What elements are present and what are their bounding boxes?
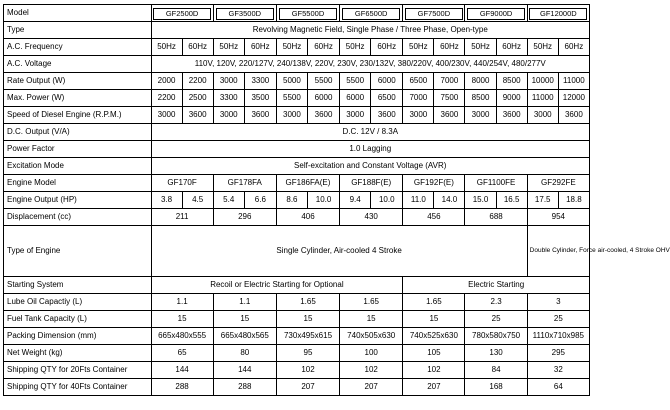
table-cell: 207 <box>340 379 403 396</box>
table-cell: 25 <box>527 311 589 328</box>
table-cell: 15.0 <box>465 192 496 209</box>
table-cell: 10000 <box>527 73 558 90</box>
table-cell: GF192F(E) <box>403 175 465 192</box>
table-cell: Double Cylinder, Force air-cooled, 4 Stroke OHV <box>527 226 589 277</box>
row-engine-output <box>4 192 590 209</box>
table-cell: 8.6 <box>276 192 307 209</box>
table-cell: 3500 <box>244 90 276 107</box>
row-max-power <box>4 90 590 107</box>
table-cell: 80 <box>213 345 276 362</box>
table-cell: 6500 <box>403 73 434 90</box>
table-cell: 1.1 <box>151 294 213 311</box>
table-cell: D.C. 12V / 8.3A <box>151 124 590 141</box>
table-cell: 5500 <box>276 90 307 107</box>
table-cell: 2200 <box>151 90 182 107</box>
table-cell: 6000 <box>340 90 371 107</box>
table-cell: 15 <box>340 311 403 328</box>
table-cell: 3600 <box>371 107 403 124</box>
table-cell: 65 <box>151 345 213 362</box>
table-cell: 10.0 <box>307 192 339 209</box>
table-cell: 11000 <box>527 90 558 107</box>
row-excitation <box>4 158 590 175</box>
table-cell: GF186FA(E) <box>276 175 339 192</box>
row-label: Starting System <box>4 277 152 294</box>
table-cell: 3600 <box>182 107 213 124</box>
table-cell: 60Hz <box>558 39 589 56</box>
table-cell: 64 <box>527 379 589 396</box>
row-starting <box>4 277 590 294</box>
table-cell: 2.3 <box>465 294 527 311</box>
table-cell: 11000 <box>558 73 589 90</box>
table-cell: 110V, 120V, 220/127V, 240/138V, 220V, 230V, 230/132V, 380/220V, 400/230V, 440/254V, 480/277V <box>151 56 590 73</box>
table-cell: 50Hz <box>213 39 244 56</box>
table-cell: 5500 <box>307 73 339 90</box>
table-cell: 7500 <box>434 90 465 107</box>
table-cell: 1.65 <box>340 294 403 311</box>
row-power-factor <box>4 141 590 158</box>
table-cell: 5000 <box>276 73 307 90</box>
table-cell: 9.4 <box>340 192 371 209</box>
table-cell: 6000 <box>371 73 403 90</box>
table-cell: 665x480x565 <box>213 328 276 345</box>
table-cell: 60Hz <box>182 39 213 56</box>
table-cell: 954 <box>527 209 589 226</box>
table-cell: 50Hz <box>276 39 307 56</box>
table-cell: 8500 <box>465 90 496 107</box>
table-cell: 3 <box>527 294 589 311</box>
table-cell: 740x525x630 <box>403 328 465 345</box>
table-cell: 130 <box>465 345 527 362</box>
table-cell: 60Hz <box>371 39 403 56</box>
row-label: Type of Engine <box>4 226 152 277</box>
row-label: Net Weight (kg) <box>4 345 152 362</box>
table-cell: 3600 <box>496 107 527 124</box>
table-cell: GF188F(E) <box>340 175 403 192</box>
table-cell: 5500 <box>340 73 371 90</box>
row-ship-40ft <box>4 379 590 396</box>
table-cell: 2000 <box>151 73 182 90</box>
model-header: GF6500D <box>342 8 400 20</box>
table-cell: 105 <box>403 345 465 362</box>
table-cell: 780x580x750 <box>465 328 527 345</box>
table-cell: Revolving Magnetic Field, Single Phase / Three Phase, Open-type <box>151 22 590 39</box>
table-cell: 3000 <box>527 107 558 124</box>
row-label: Engine Output (HP) <box>4 192 152 209</box>
table-cell: 3300 <box>244 73 276 90</box>
table-cell: 296 <box>213 209 276 226</box>
table-cell: 295 <box>527 345 589 362</box>
table-cell: 406 <box>276 209 339 226</box>
table-cell: 50Hz <box>340 39 371 56</box>
row-type <box>4 22 590 39</box>
table-cell: 665x480x555 <box>151 328 213 345</box>
row-engine-type <box>4 226 590 277</box>
row-label: Lube Oil Capactiy (L) <box>4 294 152 311</box>
row-label: Displacement (cc) <box>4 209 152 226</box>
table-cell: 6500 <box>371 90 403 107</box>
table-cell: 3000 <box>403 107 434 124</box>
table-cell: 3600 <box>434 107 465 124</box>
table-cell: 16.5 <box>496 192 527 209</box>
row-label: A.C. Frequency <box>4 39 152 56</box>
row-label: Fuel Tank Capacity (L) <box>4 311 152 328</box>
row-label: D.C. Output (V/A) <box>4 124 152 141</box>
row-net-weight <box>4 345 590 362</box>
table-cell: GF1100FE <box>465 175 527 192</box>
table-cell: 1.65 <box>276 294 339 311</box>
row-label: Excitation Mode <box>4 158 152 175</box>
model-header: GF5500D <box>279 8 337 20</box>
table-cell: 102 <box>340 362 403 379</box>
row-dc-output <box>4 124 590 141</box>
model-header: GF12000D <box>529 8 587 20</box>
row-label: Shipping QTY for 20Fts Container <box>4 362 152 379</box>
table-cell: 17.5 <box>527 192 558 209</box>
row-packing <box>4 328 590 345</box>
table-cell: 3000 <box>213 73 244 90</box>
row-label: Type <box>4 22 152 39</box>
table-cell: 15 <box>403 311 465 328</box>
table-cell: 60Hz <box>244 39 276 56</box>
table-cell: 10.0 <box>371 192 403 209</box>
table-cell: 84 <box>465 362 527 379</box>
row-label: Rate Output (W) <box>4 73 152 90</box>
table-cell: 11.0 <box>403 192 434 209</box>
table-cell: 144 <box>213 362 276 379</box>
table-cell: 60Hz <box>307 39 339 56</box>
row-label: Shipping QTY for 40Fts Container <box>4 379 152 396</box>
row-engine-model <box>4 175 590 192</box>
row-label: Model <box>4 5 152 22</box>
table-cell: GF178FA <box>213 175 276 192</box>
table-cell: 6000 <box>307 90 339 107</box>
table-cell: 3600 <box>244 107 276 124</box>
table-cell: Electric Starting <box>403 277 590 294</box>
table-cell: 9000 <box>496 90 527 107</box>
table-cell: 50Hz <box>465 39 496 56</box>
table-cell: 207 <box>276 379 339 396</box>
table-cell: 2200 <box>182 73 213 90</box>
table-cell: 8500 <box>496 73 527 90</box>
model-header: GF3500D <box>216 8 274 20</box>
table-cell: Self-excitation and Constant Voltage (AVR) <box>151 158 590 175</box>
row-rate-output <box>4 73 590 90</box>
spec-table <box>3 4 670 396</box>
model-header: GF9000D <box>467 8 525 20</box>
row-label: Speed of Diesel Engine (R.P.M.) <box>4 107 152 124</box>
table-cell: 15 <box>151 311 213 328</box>
table-cell: 730x495x615 <box>276 328 339 345</box>
table-cell: 12000 <box>558 90 589 107</box>
table-cell: 688 <box>465 209 527 226</box>
table-cell: 3300 <box>213 90 244 107</box>
table-cell: 95 <box>276 345 339 362</box>
table-cell: 3600 <box>558 107 589 124</box>
table-cell: Recoil or Electric Starting for Optional <box>151 277 403 294</box>
table-cell: 3000 <box>151 107 182 124</box>
table-cell: 211 <box>151 209 213 226</box>
table-cell: 18.8 <box>558 192 589 209</box>
row-label: Max. Power (W) <box>4 90 152 107</box>
table-cell: 207 <box>403 379 465 396</box>
table-cell: 1.65 <box>403 294 465 311</box>
table-cell: 102 <box>276 362 339 379</box>
table-cell: 168 <box>465 379 527 396</box>
table-cell: 144 <box>151 362 213 379</box>
table-cell: 100 <box>340 345 403 362</box>
table-cell: 3.8 <box>151 192 182 209</box>
table-cell: 7000 <box>403 90 434 107</box>
row-speed <box>4 107 590 124</box>
model-header: GF2500D <box>153 8 211 20</box>
row-displacement <box>4 209 590 226</box>
table-cell: 456 <box>403 209 465 226</box>
row-voltage <box>4 56 590 73</box>
table-cell: 15 <box>213 311 276 328</box>
table-cell: 60Hz <box>434 39 465 56</box>
table-cell: 288 <box>151 379 213 396</box>
table-cell: 32 <box>527 362 589 379</box>
model-header: GF7500D <box>405 8 463 20</box>
row-fuel-tank <box>4 311 590 328</box>
table-cell: 50Hz <box>527 39 558 56</box>
row-label: Packing Dimension (mm) <box>4 328 152 345</box>
table-cell: 50Hz <box>403 39 434 56</box>
table-cell: 50Hz <box>151 39 182 56</box>
table-cell: 25 <box>465 311 527 328</box>
table-cell: 3000 <box>276 107 307 124</box>
table-cell: 1.0 Lagging <box>151 141 590 158</box>
row-frequency <box>4 39 590 56</box>
table-cell: 1110x710x985 <box>527 328 589 345</box>
table-cell: 4.5 <box>182 192 213 209</box>
table-cell: 3600 <box>307 107 339 124</box>
table-cell: GF170F <box>151 175 213 192</box>
table-cell: 3000 <box>465 107 496 124</box>
row-label: A.C. Voltage <box>4 56 152 73</box>
row-lube-oil <box>4 294 590 311</box>
table-cell: 14.0 <box>434 192 465 209</box>
table-cell: GF292FE <box>527 175 589 192</box>
table-cell: 740x505x630 <box>340 328 403 345</box>
table-cell: 3000 <box>213 107 244 124</box>
table-cell: 8000 <box>465 73 496 90</box>
table-cell: 60Hz <box>496 39 527 56</box>
table-cell: 7000 <box>434 73 465 90</box>
table-cell: 102 <box>403 362 465 379</box>
row-ship-20ft <box>4 362 590 379</box>
table-cell: 288 <box>213 379 276 396</box>
table-cell: 6.6 <box>244 192 276 209</box>
row-label: Engine Model <box>4 175 152 192</box>
table-cell: 2500 <box>182 90 213 107</box>
table-cell: 5.4 <box>213 192 244 209</box>
table-cell: 430 <box>340 209 403 226</box>
table-cell: 3000 <box>340 107 371 124</box>
table-cell: 1.1 <box>213 294 276 311</box>
row-label: Power Factor <box>4 141 152 158</box>
row-model <box>4 5 590 22</box>
table-cell: 15 <box>276 311 339 328</box>
table-cell: Single Cylinder, Air-cooled 4 Stroke <box>151 226 527 277</box>
